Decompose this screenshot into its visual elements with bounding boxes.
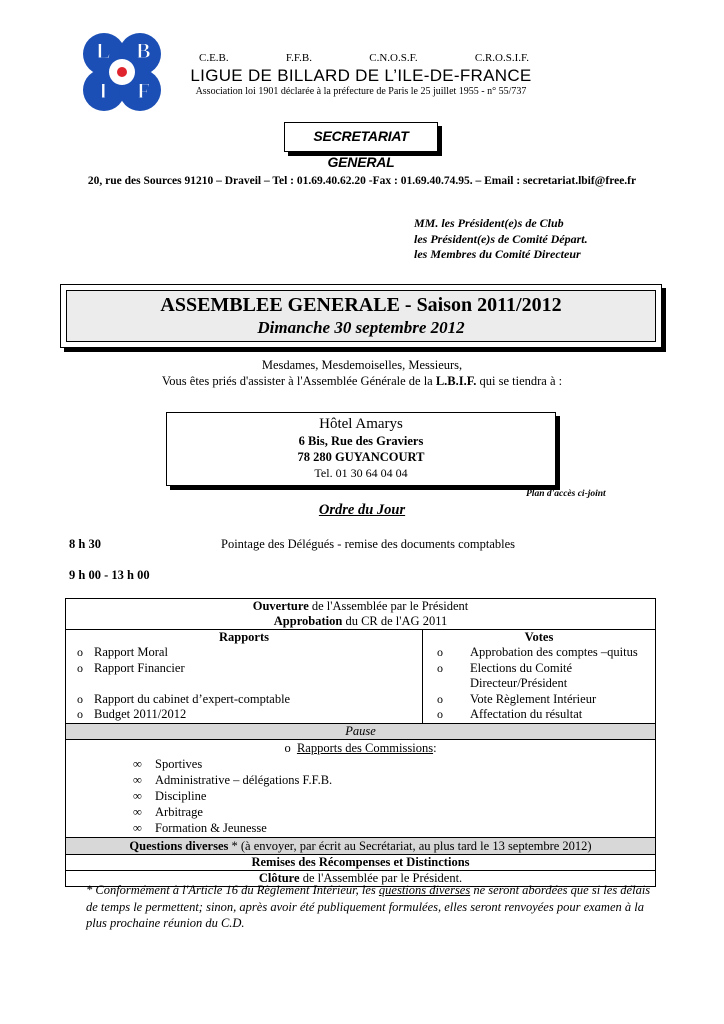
commissions-title: Rapports des Commissions: [296, 740, 434, 755]
venue-name: Hôtel Amarys: [319, 416, 403, 432]
page-title: ASSEMBLEE GENERALE - Saison 2011/2012: [160, 294, 562, 316]
agenda-row-pause: Pause: [66, 724, 655, 740]
association-line: Association loi 1901 déclarée à la préfecture de Paris le 25 juillet 1955 - n° 55/737: [195, 86, 527, 97]
clover-logo-icon: [80, 30, 164, 114]
title-box: [60, 284, 662, 348]
agenda-row-closing: Clôture de l'Assemblée par le Président.: [258, 870, 463, 885]
recipients-block: [414, 216, 588, 263]
list-item: ∞ Discipline: [133, 788, 207, 803]
salutation-line2: Vous êtes priés d'assister à l'Assemblée Générale de la L.B.I.F. qui se tiendra à :: [161, 374, 563, 388]
logo-letter-i: I: [99, 78, 108, 103]
lbif-logo: [80, 30, 164, 114]
org-crosif: C.R.O.S.I.F.: [474, 52, 529, 64]
list-item: Directeur/Président: [470, 676, 568, 690]
list-item: ∞ Formation & Jeunesse: [133, 820, 267, 835]
list-item: o Budget 2011/2012: [77, 707, 187, 721]
recipient-line: les Président(e)s de Comité Départ.: [414, 231, 588, 246]
venue-box: [166, 412, 556, 486]
agenda-heading: Ordre du Jour: [318, 502, 406, 518]
footnote: * Conformément à l'Article 16 du Règlement Intérieur, les questions diverses ne seront abordées que si les délais de temps le permettent; sinon, après avoir été publiquement formulées, elles seront renvoyées pour examen à la plus prochaine réunion du C.D.: [86, 883, 651, 930]
venue-street: 6 Bis, Rue des Graviers: [298, 434, 424, 448]
agenda-row-opening: Ouverture de l'Assemblée par le Président Approbation du CR de l'AG 2011: [66, 599, 655, 630]
reports-column: [66, 630, 423, 723]
org-ceb: C.E.B.: [199, 52, 229, 64]
list-item: o Rapport du cabinet d’expert-comptable: [77, 691, 291, 706]
federations-line: [199, 52, 529, 64]
logo-letter-b: B: [136, 38, 151, 63]
list-item: o Rapport Moral: [77, 645, 168, 659]
list-item: ∞ Administrative – délégations F.F.B.: [133, 772, 333, 787]
list-item: ∞ Arbitrage: [133, 804, 203, 819]
secretariat-badge: [284, 122, 438, 170]
agenda-row-awards: Remises des Récompenses et Distinctions: [66, 855, 655, 871]
agenda-row-commissions: o Rapports des Commissions: ∞ Sportives ∞ Administrative – délégations F.F.B. ∞ Discipline ∞ Arbitrage ∞ Formation & Jeunesse: [66, 740, 655, 838]
list-item: o Approbation des comptes –quitus: [437, 645, 638, 659]
org-cnosf: C.N.O.S.F.: [369, 52, 418, 64]
agenda-row-questions: Questions diverses * (à envoyer, par écrit au Secrétariat, au plus tard le 13 septembre 2012): [66, 838, 655, 855]
plan-note: Plan d'accès ci-joint: [526, 489, 606, 499]
list-item: o Vote Règlement Intérieur: [437, 691, 597, 706]
org-ffb: F.F.B.: [285, 52, 312, 64]
salutation-line1: Mesdames, Mesdemoiselles, Messieurs,: [261, 358, 463, 372]
commissions-list: [66, 756, 655, 836]
venue-city: 78 280 GUYANCOURT: [297, 450, 425, 464]
salutation: [0, 357, 724, 389]
schedule-time: 9 h 00 - 13 h 00: [69, 568, 150, 582]
schedule-time: 8 h 30: [69, 537, 101, 551]
agenda-table: [65, 598, 656, 887]
logo-letter-f: F: [137, 78, 151, 103]
agenda-row-reports-votes: [66, 630, 655, 724]
venue-phone: Tel. 01 30 64 04 04: [314, 466, 408, 480]
contact-address: 20, rue des Sources 91210 – Draveil – Tel : 01.69.40.62.20 -Fax : 01.69.40.74.95. – Email : secretariat.lbif@free.fr: [87, 175, 637, 187]
list-item: o Elections du Comité: [437, 660, 573, 675]
schedule-desc: Pointage des Délégués - remise des documents comptables: [221, 537, 516, 551]
recipient-line: les Membres du Comité Directeur: [414, 247, 581, 261]
secretariat-label: SECRETARIAT GENERAL: [313, 128, 409, 170]
recipient-line: MM. les Président(e)s de Club: [414, 216, 564, 230]
reports-heading: Rapports: [218, 630, 269, 644]
league-name: LIGUE DE BILLARD DE L’ILE-DE-FRANCE: [190, 66, 532, 85]
list-item: o Affectation du résultat: [437, 707, 583, 721]
votes-column: [423, 630, 655, 723]
votes-heading: Votes: [524, 630, 554, 644]
list-item: o Rapport Financier: [77, 660, 185, 675]
logo-letter-l: L: [96, 38, 111, 63]
meeting-date: Dimanche 30 septembre 2012: [257, 318, 465, 337]
list-item: ∞ Sportives: [133, 756, 203, 771]
